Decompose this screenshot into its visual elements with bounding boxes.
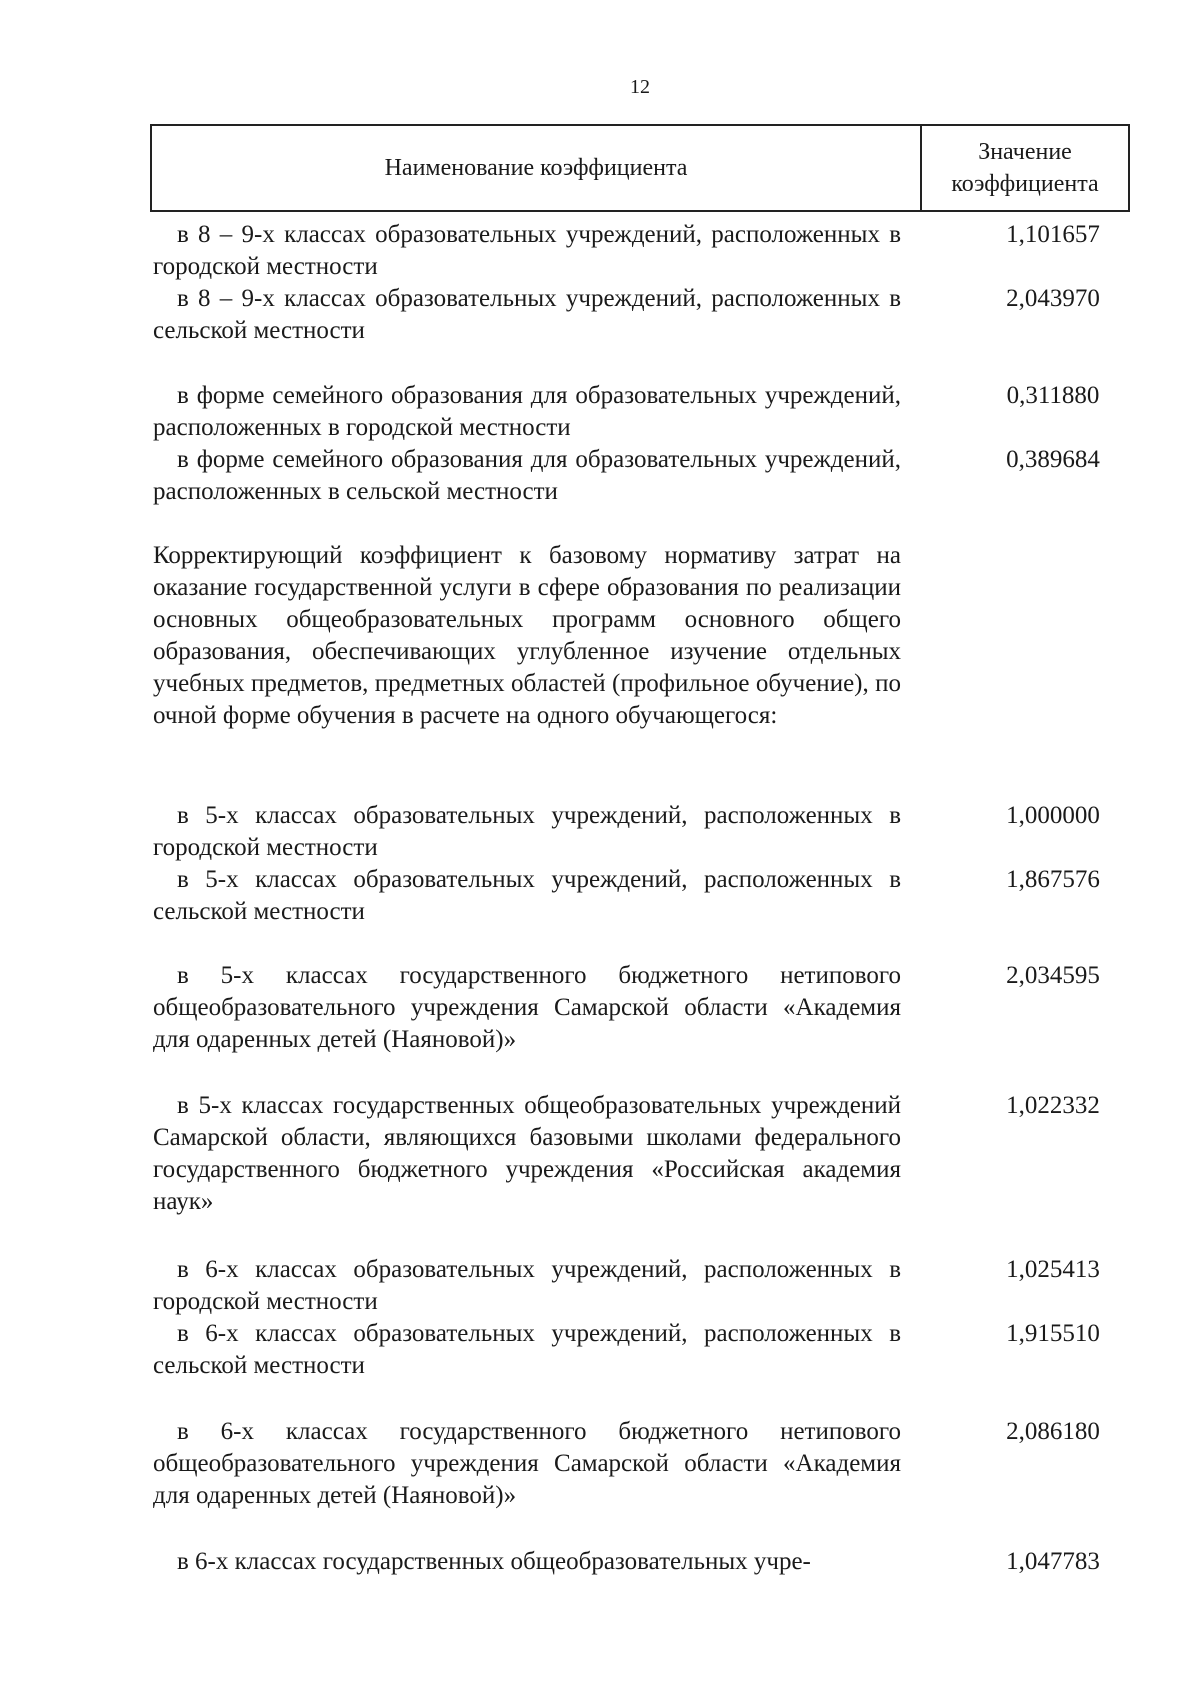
coefficient-name: в 6-х классах государственных общеобразовательных учре- [177,1548,811,1575]
coefficient-name: в 6-х классах образовательных учреждений, расположенных в городской местности [153,1256,901,1315]
section-heading: Корректирующий коэффициент к базовому нормативу затрат на оказание государственной услуги в сфере образования по реализации основных общеобразовательных программ основного общего образования, обеспечивающих углубленное изучение отдельных учебных предметов, предметных областей (профильное обучение), по очной форме обучения в расчете на одного обучающегося: [153,542,901,729]
header-value-column: Значение коэффициента [951,139,1099,197]
coefficient-value: 1,025413 [1006,1256,1100,1283]
coefficient-value: 2,086180 [1006,1418,1100,1445]
page-number: 12 [630,76,650,98]
coefficient-value: 1,915510 [1006,1320,1100,1347]
coefficient-name: в 6-х классах образовательных учреждений, расположенных в сельской местности [153,1320,901,1379]
coefficient-name: в форме семейного образования для образовательных учреждений, расположенных в сельской местности [153,446,901,505]
coefficient-value: 1,022332 [1006,1092,1100,1119]
coefficient-name: в форме семейного образования для образовательных учреждений, расположенных в городской местности [153,382,901,441]
coefficient-value: 1,047783 [1006,1548,1100,1575]
coefficient-name: в 6-х классах государственного бюджетного нетипового общеобразовательного учреждения Самарской области «Академия для одаренных детей (Наяновой)» [153,1418,901,1509]
table-header [150,124,1130,212]
coefficient-name: в 8 – 9-х классах образовательных учреждений, расположенных в сельской местности [153,285,901,344]
coefficient-name: в 8 – 9-х классах образовательных учреждений, расположенных в городской местности [153,221,901,280]
coefficient-name: в 5-х классах образовательных учреждений, расположенных в сельской местности [153,866,901,925]
header-name-column: Наименование коэффициента [152,126,922,210]
coefficient-value: 0,311880 [1006,382,1100,409]
coefficient-name: в 5-х классах государственных общеобразовательных учреждений Самарской области, являющихся базовыми школами федерального государственного бюджетного учреждения «Российская академия наук» [153,1092,901,1215]
coefficient-value: 0,389684 [1006,446,1100,473]
coefficient-value: 1,101657 [1006,221,1100,248]
coefficient-value: 1,867576 [1006,866,1100,893]
coefficient-value: 2,034595 [1006,962,1100,989]
coefficient-name: в 5-х классах государственного бюджетного нетипового общеобразовательного учреждения Самарской области «Академия для одаренных детей (Наяновой)» [153,962,901,1053]
coefficient-value: 2,043970 [1006,285,1100,312]
coefficient-name: в 5-х классах образовательных учреждений, расположенных в городской местности [153,802,901,861]
coefficient-value: 1,000000 [1006,802,1100,829]
